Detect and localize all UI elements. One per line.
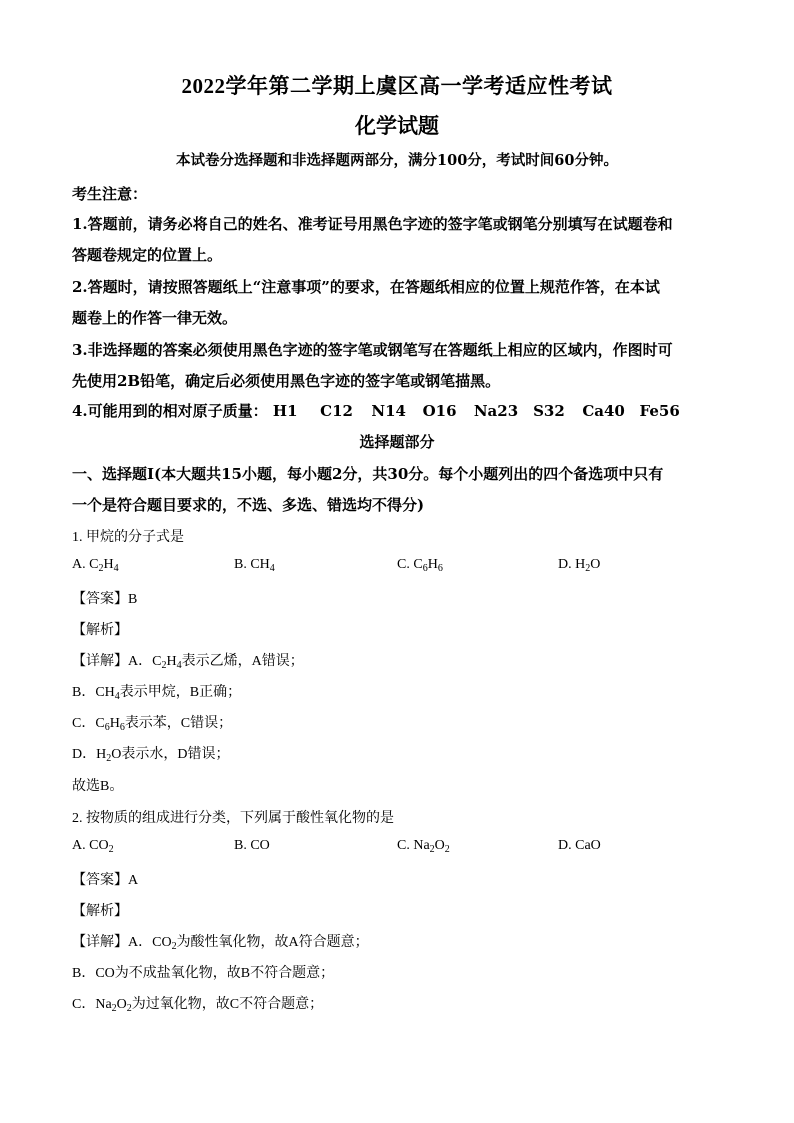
q1-option-b: B. $CH_4$ <box>234 557 275 574</box>
notice-item2-line1: 2.答题时，请按照答题纸上“注意事项”的要求，在答题纸相应的位置上规范作答，在本试 <box>72 278 660 296</box>
q1-option-a: A. $C_2H_4$ <box>72 557 119 574</box>
q2-detail-b: B．CO为不成盐氧化物，故B不符合题意； <box>72 966 335 981</box>
q1-answer: 【答案】B <box>72 592 138 607</box>
mass-fe: Fe56 <box>639 402 680 420</box>
q1-option-d: D. $H_2O$ <box>558 557 601 574</box>
q1-option-c: C. $C_6H_6$ <box>397 557 443 574</box>
q1-detail-a: 【详解】A．$C_2H_4$表示乙烯，A错误； <box>72 654 304 671</box>
notice-item3-line2: 先使用2B铅笔，确定后必须使用黑色字迹的签字笔或钢笔描黑。 <box>72 372 501 390</box>
q1-detail-c: C．$C_6H_6$表示苯，C错误； <box>72 716 233 733</box>
notice-item2-line2: 题卷上的作答一律无效。 <box>72 309 238 327</box>
q2-answer: 【答案】A <box>72 873 139 888</box>
mass-ca: Ca40 <box>582 402 625 420</box>
mass-o: O16 <box>422 402 457 420</box>
atomic-mass-line <box>72 400 680 421</box>
section-instruction-line1: 一、选择题Ⅰ(本大题共15小题，每小题2分，共30分。每个小题列出的四个备选项中只有 <box>72 465 664 483</box>
q2-detail-a: 【详解】A．$CO_2$为酸性氧化物，故A符合题意； <box>72 935 369 952</box>
q1-stem: 1. 甲烷的分子式是 <box>72 530 184 545</box>
q2-stem: 2. 按物质的组成进行分类，下列属于酸性氧化物的是 <box>72 811 394 826</box>
q2-option-a: A. $CO_2$ <box>72 838 114 855</box>
q1-analysis: 【解析】 <box>72 623 128 638</box>
mass-h: H1 <box>272 402 298 420</box>
section-title: 选择题部分 <box>359 433 435 451</box>
q2-detail-c: C．$Na_2O_2$为过氧化物，故C不符合题意； <box>72 997 324 1014</box>
q2-option-c: C. $Na_2O_2$ <box>397 838 450 855</box>
q1-detail-b: B．$CH_4$表示甲烷，B正确； <box>72 685 242 702</box>
section-instruction-line2: 一个是符合题目要求的，不选、多选、错选均不得分) <box>72 496 425 514</box>
notice-heading: 考生注意： <box>72 185 148 203</box>
q2-analysis: 【解析】 <box>72 904 128 919</box>
atomic-mass-label: 4.可能用到的相对原子质量： <box>72 402 268 420</box>
notice-item1-line2: 答题卷规定的位置上。 <box>72 246 223 264</box>
mass-s: S32 <box>533 402 565 420</box>
q1-conclusion: 故选B。 <box>72 779 124 794</box>
q2-option-d: D. CaO <box>558 838 601 853</box>
notice-item1-line1: 1.答题前，请务必将自己的姓名、准考证号用黑色字迹的签字笔或钢笔分别填写在试题卷和 <box>72 215 673 233</box>
mass-na: Na23 <box>473 402 519 420</box>
notice-item3-line1: 3.非选择题的答案必须使用黑色字迹的签字笔或钢笔写在答题纸上相应的区域内，作图时可 <box>72 341 673 359</box>
subject-title: 化学试题 <box>355 114 439 138</box>
mass-n: N14 <box>371 402 406 420</box>
q2-option-b: B. CO <box>234 838 270 853</box>
q1-detail-d: D．$H_2O$表示水，D错误； <box>72 747 230 764</box>
exam-title: 2022学年第二学期上虞区高一学考适应性考试 <box>181 74 613 98</box>
mass-c: C12 <box>320 402 353 420</box>
exam-intro: 本试卷分选择题和非选择题两部分，满分100分，考试时间60分钟。 <box>176 152 618 169</box>
